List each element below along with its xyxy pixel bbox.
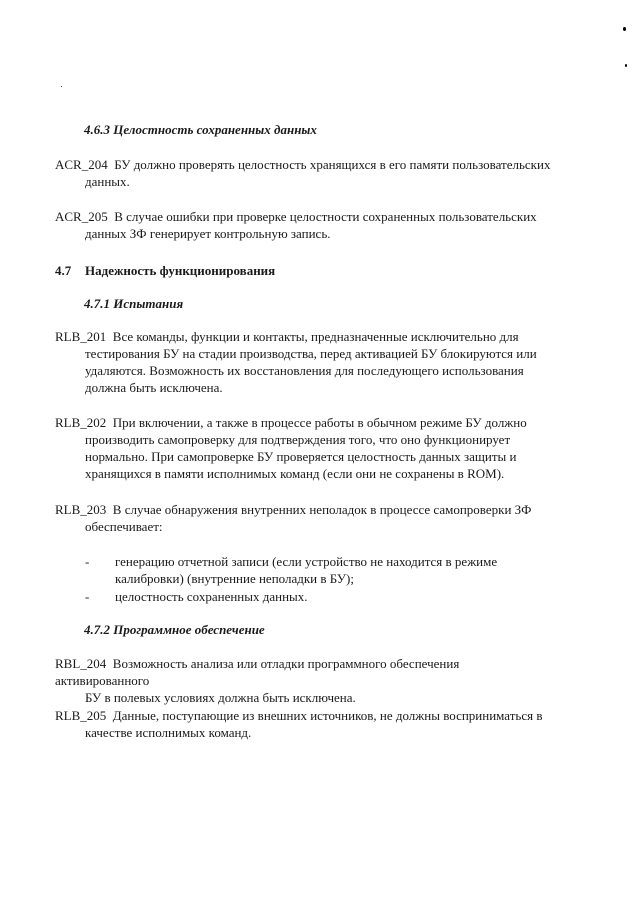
requirement-text: При включении, а также в процессе работы в обычном режиме БУ должно — [112, 415, 527, 430]
list-dash: - — [85, 589, 90, 604]
requirement-line — [55, 707, 555, 724]
requirement-rbl-204 — [55, 655, 555, 706]
list-dash: - — [85, 554, 90, 569]
requirement-text: удаляются. Возможность их восстановления для последующего использования — [85, 363, 524, 378]
requirement-rlb-201 — [55, 328, 555, 396]
requirement-code: ACR_205 — [55, 209, 108, 224]
requirement-text: В случае ошибки при проверке целостности сохраненных пользовательских — [114, 209, 537, 224]
requirement-acr-205 — [55, 208, 555, 242]
requirement-text: Возможность анализа или отладки программного обеспечения активированного — [55, 656, 460, 688]
list-item-text — [115, 553, 555, 587]
requirement-rlb-205 — [55, 707, 555, 741]
requirement-text: хранящихся в памяти исполнимых команд (если они не сохранены в ROM). — [85, 466, 505, 481]
list-item-text — [115, 588, 555, 605]
section-heading-4-7 — [55, 262, 71, 279]
requirement-code: RLB_203 — [55, 502, 107, 517]
requirement-code: RBL_204 — [55, 656, 107, 671]
requirement-rlb-202 — [55, 414, 555, 482]
requirement-line — [55, 501, 555, 518]
requirement-text: Данные, поступающие из внешних источников, не должны восприниматься в — [112, 708, 543, 723]
requirement-line — [55, 208, 555, 225]
requirement-code: RLB_205 — [55, 708, 107, 723]
requirement-code: RLB_202 — [55, 415, 107, 430]
list-item-line: целостность сохраненных данных. — [115, 589, 308, 604]
requirement-line — [55, 655, 555, 689]
subsection-title-4-6-3: 4.6.3 Целостность сохраненных данных — [84, 122, 317, 137]
section-number: 4.7 — [55, 263, 72, 278]
subsection-title-4-7-1: 4.7.1 Испытания — [84, 296, 184, 311]
requirement-rlb-203 — [55, 501, 555, 535]
scan-speck — [625, 64, 627, 67]
requirement-text: качестве исполнимых команд. — [85, 725, 252, 740]
requirement-text: должна быть исключена. — [85, 380, 223, 395]
requirement-line — [55, 156, 555, 173]
requirement-code: RLB_201 — [55, 329, 107, 344]
subsection-title-4-7-2: 4.7.2 Программное обеспечение — [84, 622, 265, 637]
requirement-acr-204 — [55, 156, 555, 190]
requirement-text: обеспечивает: — [85, 519, 163, 534]
section-title-4-7: Надежность функционирования — [85, 263, 276, 278]
requirement-code: ACR_204 — [55, 157, 108, 172]
requirement-text: данных ЗФ генерирует контрольную запись. — [85, 226, 331, 241]
scan-speck — [61, 86, 62, 87]
requirement-line — [55, 414, 555, 431]
list-item-line: генерацию отчетной записи (если устройство не находится в режиме — [115, 554, 498, 569]
requirement-text: тестирования БУ на стадии производства, перед активацией БУ блокируются или — [85, 346, 537, 361]
scan-speck — [623, 27, 626, 31]
requirement-text: данных. — [85, 174, 130, 189]
requirement-text: В случае обнаружения внутренних неполадок в процессе самопроверки ЗФ — [112, 502, 532, 517]
requirement-text: нормально. При самопроверке БУ проверяется целостность данных защиты и — [85, 449, 517, 464]
requirement-line — [55, 328, 555, 345]
list-item-line: калибровки) (внутренние неполадки в БУ); — [115, 571, 354, 586]
requirement-text: производить самопроверку для подтверждения того, что оно функционирует — [85, 432, 511, 447]
requirement-text: Все команды, функции и контакты, предназначенные исключительно для — [112, 329, 519, 344]
requirement-text: БУ должно проверять целостность хранящихся в его памяти пользовательских — [114, 157, 551, 172]
requirement-text: БУ в полевых условиях должна быть исключена. — [85, 690, 356, 705]
